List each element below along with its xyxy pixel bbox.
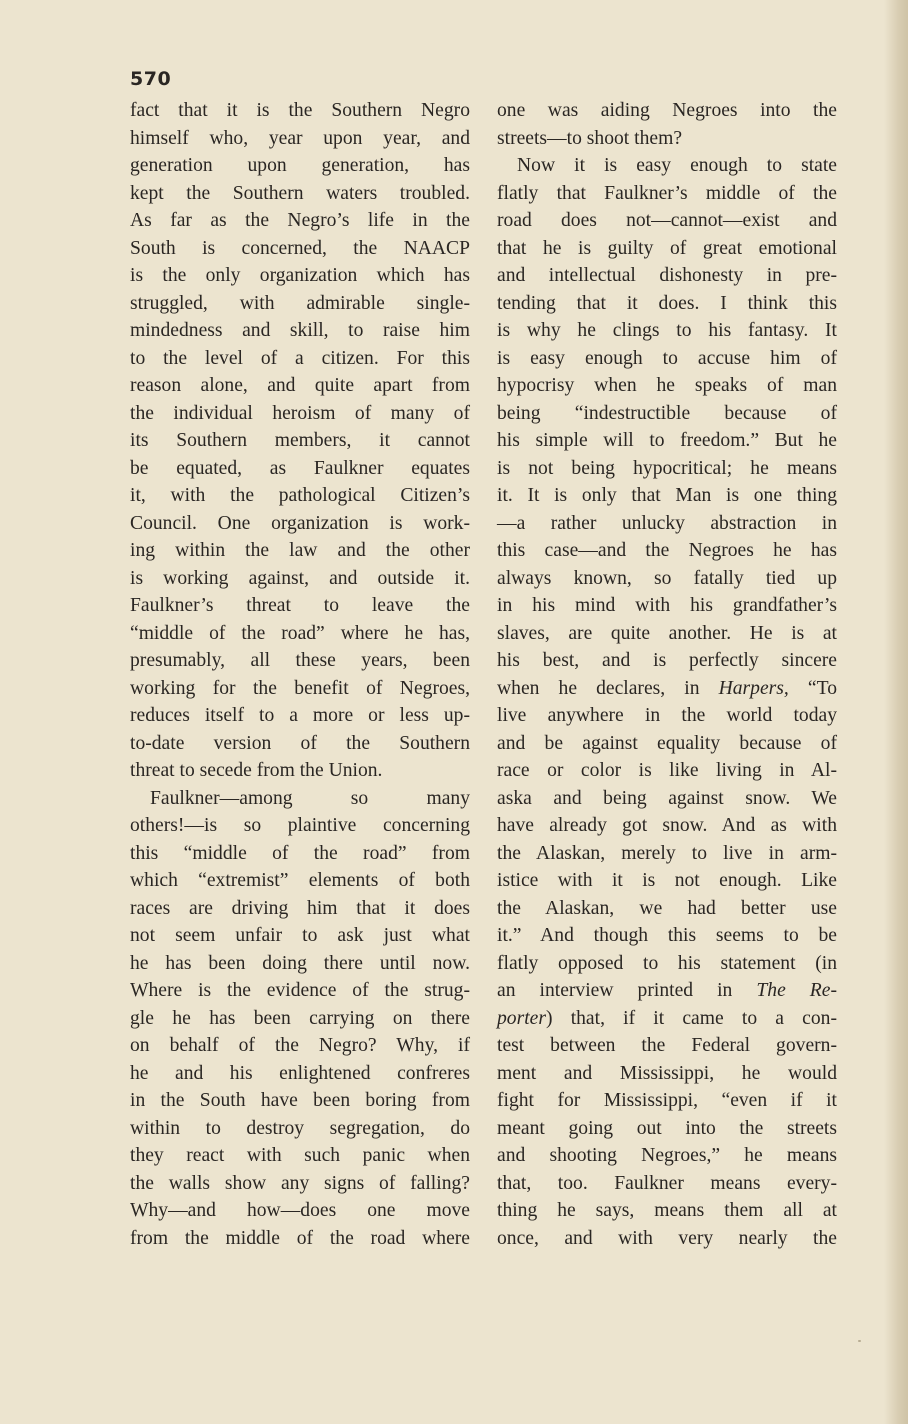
text-line: always known, so fatally tied up [497,567,837,589]
text-line: working for the benefit of Negroes, [130,677,470,699]
text-line: istice with it is not enough. Like [497,870,837,891]
text-line: this “middle of the road” from [130,842,470,864]
text-line: the walls show any signs of falling? [130,1172,470,1194]
text-line: not seem unfair to ask just what [130,925,470,946]
text-line: one was aiding Negroes into the [497,100,837,121]
text-line: threat to secede from the Union. [130,760,383,781]
text-line: reason alone, and quite apart from [130,375,470,396]
text-line: the Alaskan, merely to live in arm- [497,842,837,864]
text-line: which “extremist” elements of both [130,870,470,891]
text-line: Where is the evidence of the strug- [130,980,470,1001]
text-line: generation upon generation, has [130,155,470,176]
text-line: is working against, and outside it. [130,567,470,589]
text-line: tending that it does. I think this [497,292,837,314]
text-line: mindedness and skill, to raise him [130,320,470,341]
text-line: an interview printed in The Re- [497,980,837,1001]
text-line: in his mind with his grandfather’s [497,595,837,616]
text-line: meant going out into the streets [497,1117,837,1139]
text-line: this case—and the Negroes he has [497,540,837,561]
text-line: aska and being against snow. We [497,787,837,809]
text-line: struggled, with admirable single- [130,292,470,314]
text-line: he has been doing there until now. [130,952,470,974]
text-line: road does not—cannot—exist and [497,210,837,231]
text-line: “middle of the road” where he has, [130,622,470,644]
text-line: presumably, all these years, been [130,650,470,671]
text-line: when he declares, in Harpers, “To [497,677,837,699]
text-line: from the middle of the road where [130,1227,470,1249]
text-line: race or color is like living in Al- [497,760,837,781]
text-line: flatly opposed to his statement (in [497,952,837,974]
text-line: ment and Mississippi, he would [497,1062,837,1084]
text-line: himself who, year upon year, and [130,127,470,149]
text-line: they react with such panic when [130,1145,470,1166]
left-column [130,97,470,1252]
text-line: —a rather unlucky abstraction in [497,512,837,534]
text-line: Council. One organization is work- [130,512,470,534]
text-line: in the South have been boring from [130,1090,470,1111]
text-line: within to destroy segregation, do [130,1117,470,1139]
text-line: is not being hypocritical; he means [497,457,837,479]
text-line: have already got snow. And as with [497,815,837,836]
text-line: its Southern members, it cannot [130,430,470,451]
text-line: live anywhere in the world today [497,705,837,726]
text-line: be equated, as Faulkner equates [130,457,470,479]
text-line: fight for Mississippi, “even if it [497,1090,837,1111]
text-line: on behalf of the Negro? Why, if [130,1035,470,1056]
text-line: being “indestructible because of [497,402,837,424]
text-line: the Alaskan, we had better use [497,897,837,919]
text-line: reduces itself to a more or less up- [130,705,470,726]
text-line: to-date version of the Southern [130,732,470,754]
text-line: is the only organization which has [130,265,470,286]
text-line: he and his enlightened confreres [130,1062,470,1084]
text-line: streets—to shoot them? [497,127,683,149]
text-line: Faulkner—among so many [150,787,470,809]
paper-speck [858,1340,861,1342]
text-line: slaves, are quite another. He is at [497,622,837,644]
text-line: porter) that, if it came to a con- [497,1007,837,1029]
text-line: that, too. Faulkner means every- [497,1172,837,1194]
text-line: Now it is easy enough to state [517,155,837,176]
text-line: is why he clings to his fantasy. It [497,320,837,341]
text-line: it.” And though this seems to be [497,925,837,946]
text-line: to the level of a citizen. For this [130,347,470,369]
text-line: ing within the law and the other [130,540,470,561]
page-number: 570 [130,68,172,90]
text-line: and shooting Negroes,” he means [497,1145,837,1166]
text-line: Why—and how—does one move [130,1200,470,1221]
page-edge-shadow [884,0,908,1424]
text-line: Faulkner’s threat to leave the [130,595,470,616]
text-line: and intellectual dishonesty in pre- [497,265,837,286]
text-line: and be against equality because of [497,732,837,754]
text-line: it, with the pathological Citizen’s [130,485,470,506]
text-line: test between the Federal govern- [497,1035,837,1056]
text-line: kept the Southern waters troubled. [130,182,470,204]
text-line: As far as the Negro’s life in the [130,210,470,231]
text-line: flatly that Faulkner’s middle of the [497,182,837,204]
text-line: is easy enough to accuse him of [497,347,837,369]
text-line: once, and with very nearly the [497,1227,837,1249]
text-line: gle he has been carrying on there [130,1007,470,1029]
text-line: races are driving him that it does [130,897,470,919]
right-column [497,97,837,1252]
text-line: fact that it is the Southern Negro [130,100,470,121]
text-line: his best, and is perfectly sincere [497,650,837,671]
text-line: thing he says, means them all at [497,1200,837,1221]
text-line: his simple will to freedom.” But he [497,430,837,451]
text-line: others!—is so plaintive concerning [130,815,470,836]
text-line: it. It is only that Man is one thing [497,485,837,506]
text-line: hypocrisy when he speaks of man [497,375,837,396]
text-line: that he is guilty of great emotional [497,237,837,259]
text-line: the individual heroism of many of [130,402,470,424]
text-line: South is concerned, the NAACP [130,237,470,259]
